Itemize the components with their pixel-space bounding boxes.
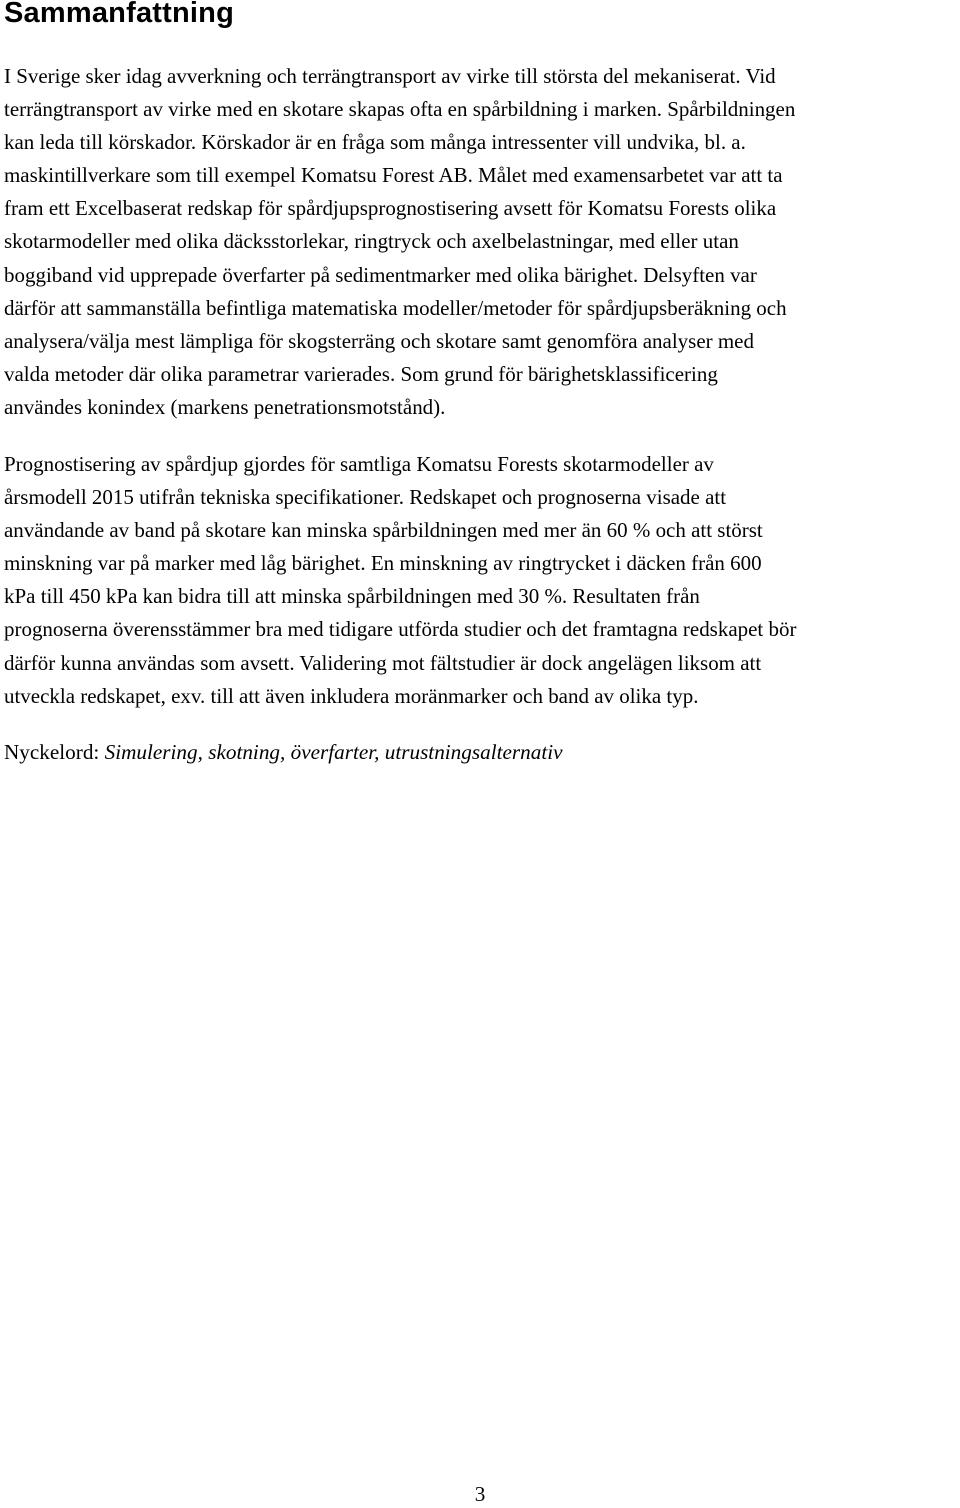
text-line: boggiband vid upprepade överfarter på sedimentmarker med olika bärighet. Delsyften var bbox=[4, 262, 757, 287]
text-line: terrängtransport av virke med en skotare skapas ofta en spårbildning i marken. Spårbildningen bbox=[4, 97, 796, 122]
page-number: 3 bbox=[474, 1482, 486, 1506]
summary-paragraph-1 bbox=[4, 60, 960, 424]
text-line: fram ett Excelbaserat redskap för spårdjupsprognostisering avsett för Komatsu Forests olika bbox=[4, 196, 777, 221]
page-title: Sammanfattning bbox=[4, 0, 234, 29]
text-line: minskning var på marker med låg bärighet. En minskning av ringtrycket i däcken från 600 bbox=[4, 551, 762, 576]
text-line: därför att sammanställa befintliga matematiska modeller/metoder för spårdjupsberäkning och bbox=[4, 295, 787, 320]
text-line: prognoserna överensstämmer bra med tidigare utförda studier och det framtagna redskapet bör bbox=[4, 617, 797, 642]
keywords-terms: Simulering, skotning, överfarter, utrustningsalternativ bbox=[104, 740, 563, 764]
text-line: utveckla redskapet, exv. till att även inkludera moränmarker och band av olika typ. bbox=[4, 683, 699, 708]
text-line: kan leda till körskador. Körskador är en fråga som många intressenter vill undvika, bl. a. bbox=[4, 130, 746, 155]
text-line: användes konindex (markens penetrationsmotstånd). bbox=[4, 394, 446, 419]
keywords-label: Nyckelord: bbox=[4, 740, 105, 764]
text-line: analysera/välja mest lämpliga för skogsterräng och skotare samt genomföra analyser med bbox=[4, 328, 754, 353]
text-line: användande av band på skotare kan minska spårbildningen med mer än 60 % och att störst bbox=[4, 518, 763, 543]
keywords-line bbox=[4, 736, 563, 769]
text-line: Prognostisering av spårdjup gjordes för samtliga Komatsu Forests skotarmodeller av bbox=[4, 452, 714, 476]
text-line: årsmodell 2015 utifrån tekniska specifikationer. Redskapet och prognoserna visade att bbox=[4, 485, 727, 510]
text-line: därför kunna användas som avsett. Validering mot fältstudier är dock angelägen liksom att bbox=[4, 650, 762, 675]
text-line: skotarmodeller med olika däcksstorlekar, ringtryck och axelbelastningar, med eller utan bbox=[4, 229, 739, 254]
text-line: I Sverige sker idag avverkning och terrängtransport av virke till största del mekaniserat. Vid bbox=[4, 64, 776, 88]
text-line: maskintillverkare som till exempel Komatsu Forest AB. Målet med examensarbetet var att ta bbox=[4, 163, 783, 188]
text-line: valda metoder där olika parametrar varierades. Som grund för bärighetsklassificering bbox=[4, 361, 718, 386]
text-line: kPa till 450 kPa kan bidra till att minska spårbildningen med 30 %. Resultaten från bbox=[4, 584, 700, 609]
summary-paragraph-2 bbox=[4, 448, 960, 713]
